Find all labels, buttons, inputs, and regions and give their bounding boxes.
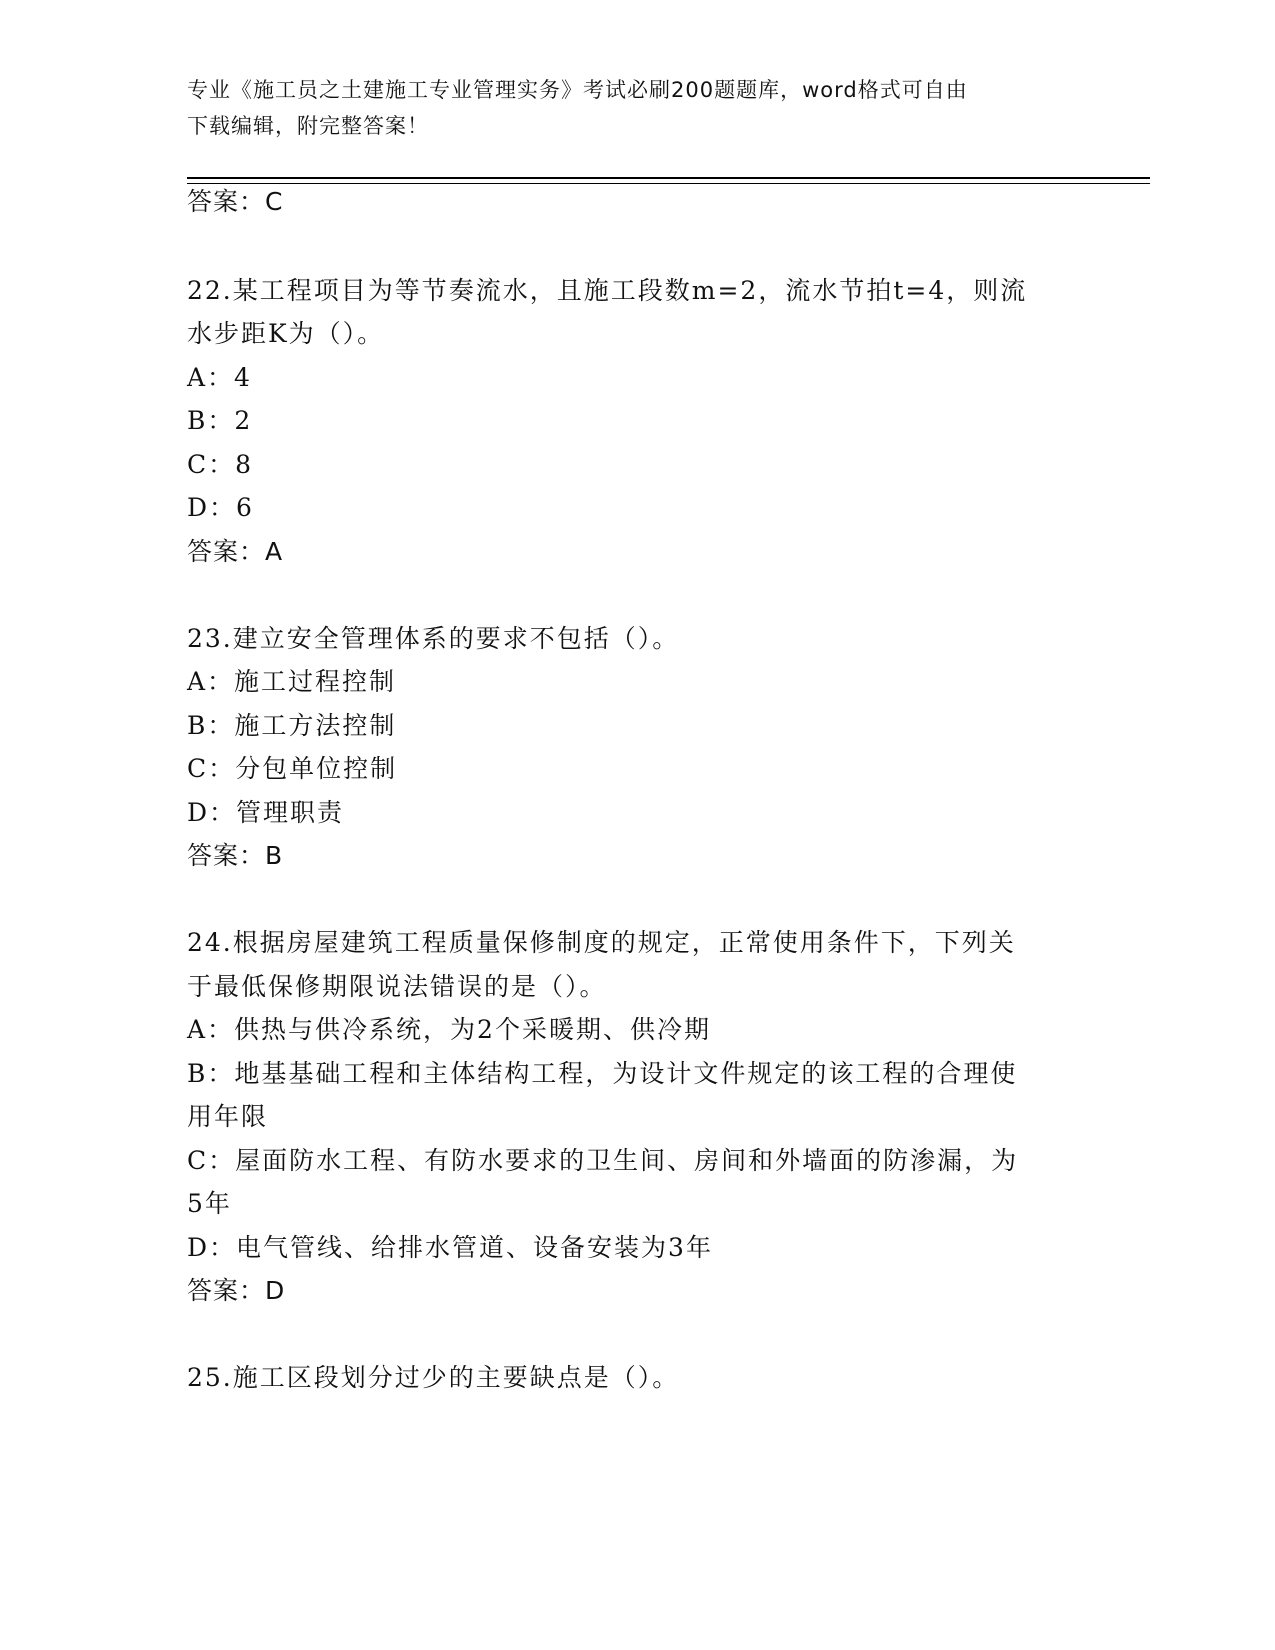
question-23-stem-line-1: 23.建立安全管理体系的要求不包括（）。 xyxy=(187,624,680,653)
question-23-option-c: C：分包单位控制 xyxy=(187,754,398,783)
question-23-option-a: A：施工过程控制 xyxy=(187,667,397,696)
answer-23: 答案：B xyxy=(187,841,284,870)
question-22-stem-line-2: 水步距K为（）。 xyxy=(187,319,385,348)
answer-21: 答案：C xyxy=(187,187,284,216)
header-line-2: 下载编辑，附完整答案！ xyxy=(187,114,429,138)
question-22-option-d: D：6 xyxy=(187,493,254,522)
document-header xyxy=(187,72,1077,144)
question-24-option-a: A：供热与供冷系统，为2个采暖期、供冷期 xyxy=(187,1015,711,1044)
question-22-stem-line-1: 22.某工程项目为等节奏流水，且施工段数m=2，流水节拍t=4，则流 xyxy=(187,276,1028,305)
question-24-stem-line-1: 24.根据房屋建筑工程质量保修制度的规定，正常使用条件下，下列关 xyxy=(187,928,1016,957)
question-22-option-c: C：8 xyxy=(187,450,254,479)
header-line-1: 专业《施工员之土建施工专业管理实务》考试必刷200题题库，word格式可自由 xyxy=(187,78,968,102)
answer-24: 答案：D xyxy=(187,1276,286,1305)
question-22-option-a: A：4 xyxy=(187,363,252,392)
question-24-option-c-line-2: 5年 xyxy=(187,1189,232,1218)
question-24-option-b-line-1: B：地基基础工程和主体结构工程，为设计文件规定的该工程的合理使 xyxy=(187,1059,1018,1088)
question-22-option-b: B：2 xyxy=(187,406,253,435)
question-24-option-b-line-2: 用年限 xyxy=(187,1102,269,1131)
answer-22: 答案：A xyxy=(187,537,284,566)
question-24-option-d: D：电气管线、给排水管道、设备安装为3年 xyxy=(187,1233,713,1262)
question-25-stem-line-1: 25.施工区段划分过少的主要缺点是（）。 xyxy=(187,1363,680,1392)
question-24-option-c-line-1: C：屋面防水工程、有防水要求的卫生间、房间和外墙面的防渗漏，为 xyxy=(187,1146,1019,1175)
question-24-stem-line-2: 于最低保修期限说法错误的是（）。 xyxy=(187,972,607,1001)
question-23-option-b: B：施工方法控制 xyxy=(187,711,397,740)
question-23-option-d: D：管理职责 xyxy=(187,798,345,827)
